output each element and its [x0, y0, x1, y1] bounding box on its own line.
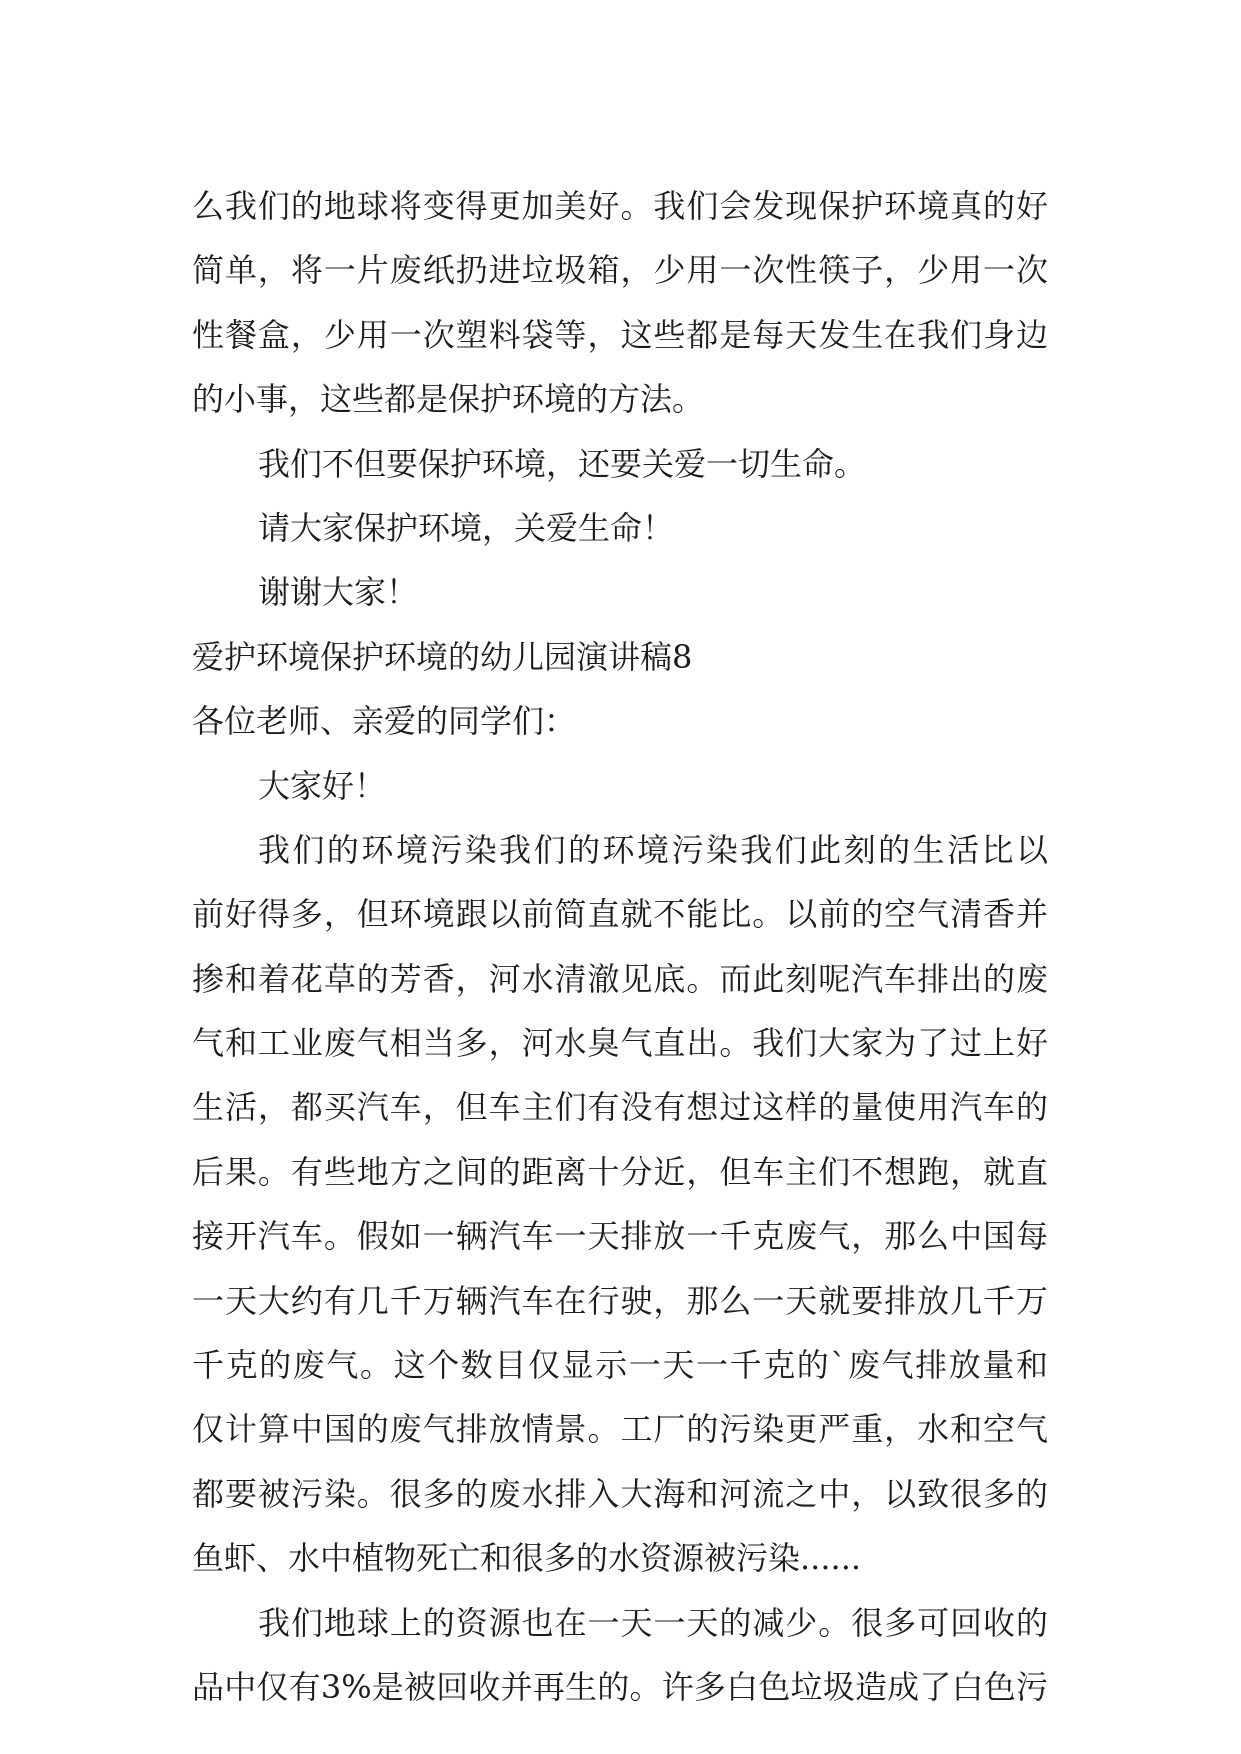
paragraph [192, 496, 1048, 560]
document-body [192, 174, 1048, 1719]
text-line: 一天大约有几千万辆汽车在行驶，那么一天就要排放几千万 [192, 1281, 1048, 1320]
text-line: 接开汽车。假如一辆汽车一天排放一千克废气，那么中国每 [192, 1217, 1048, 1256]
text-line: 都要被污染。很多的废水排入大海和河流之中，以致很多的 [192, 1474, 1048, 1513]
speech-title-text: 爱护环境保护环境的幼儿园演讲稿8 [192, 637, 693, 676]
text-line: 我们地球上的资源也在一天一天的减少。很多可回收的 [258, 1603, 1048, 1642]
text-line: 气和工业废气相当多，河水臭气直出。我们大家为了过上好 [192, 1024, 1048, 1063]
text-line: 谢谢大家！ [258, 573, 419, 612]
text-line: 的小事，这些都是保护环境的方法。 [192, 380, 705, 419]
salutation-text: 各位老师、亲爱的同学们： [192, 702, 577, 741]
greeting [192, 754, 1048, 818]
text-line: 简单，将一片废纸扔进垃圾箱，少用一次性筷子，少用一次 [192, 251, 1048, 290]
text-line: 么我们的地球将变得更加美好。我们会发现保护环境真的好 [192, 187, 1048, 225]
salutation [192, 689, 1048, 753]
text-line: 我们不但要保护环境，还要关爱一切生命。 [258, 444, 867, 483]
paragraph [192, 818, 1048, 1591]
text-line: 请大家保护环境，关爱生命！ [258, 508, 675, 547]
text-line: 千克的废气。这个数目仅显示一天一千克的`废气排放量和 [192, 1346, 1048, 1385]
text-line: 仅计算中国的废气排放情景。工厂的污染更严重，水和空气 [192, 1410, 1048, 1449]
text-line: 掺和着花草的芳香，河水清澈见底。而此刻呢汽车排出的废 [192, 959, 1048, 998]
closing-thanks [192, 560, 1048, 624]
greeting-text: 大家好！ [258, 766, 387, 805]
text-line: 性餐盒，少用一次塑料袋等，这些都是每天发生在我们身边 [192, 315, 1048, 354]
text-line: 我们的环境污染我们的环境污染我们此刻的生活比以 [258, 830, 1048, 869]
text-line: 后果。有些地方之间的距离十分近，但车主们不想跑，就直 [192, 1152, 1048, 1191]
text-line: 生活，都买汽车，但车主们有没有想过这样的量使用汽车的 [192, 1088, 1048, 1127]
paragraph [192, 432, 1048, 496]
paragraph-continues [192, 1591, 1048, 1720]
text-line: 鱼虾、水中植物死亡和很多的水资源被污染...... [192, 1539, 862, 1578]
text-line: 前好得多，但环境跟以前简直就不能比。以前的空气清香并 [192, 895, 1048, 934]
text-line: 品中仅有3%是被回收并再生的。许多白色垃圾造成了白色污 [192, 1667, 1048, 1706]
speech-title [192, 625, 1048, 689]
paragraph-continued [192, 174, 1048, 432]
